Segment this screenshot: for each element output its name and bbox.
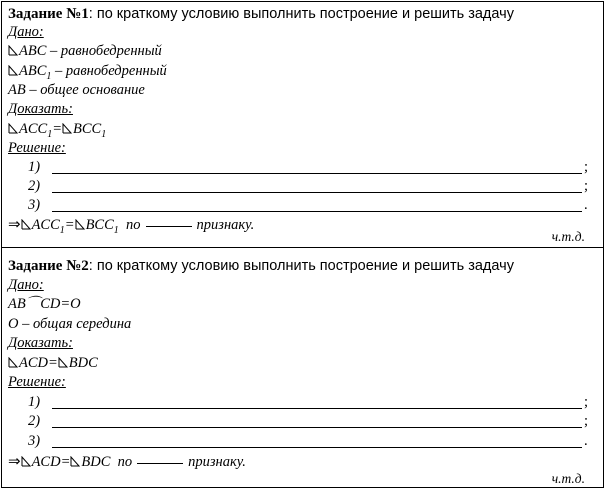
task-2-title-number: Задание №2	[8, 258, 89, 274]
task-1-title	[8, 5, 514, 23]
task-2-step-1-end: ;	[584, 394, 589, 410]
task-1-title-number: Задание №1	[8, 6, 89, 22]
conclusion-a: ACC	[31, 217, 60, 233]
conclusion-tail: признаку.	[188, 454, 246, 470]
task-1-step-2-end: ;	[584, 178, 589, 194]
task-2-step-3-blank[interactable]	[52, 447, 582, 448]
task-2-step-3-end: .	[584, 433, 588, 449]
triangle-icon	[70, 456, 80, 467]
conclusion-b: BCC	[85, 217, 114, 233]
task-1-section	[2, 2, 603, 248]
conclusion-b: BDC	[81, 454, 111, 470]
task-2-prove-statement	[8, 354, 98, 372]
triangle-icon	[21, 219, 31, 230]
task-1-step-1-end: ;	[584, 159, 589, 175]
task-1-qed: ч.т.д.	[551, 229, 585, 244]
prove-b: BCC	[73, 121, 102, 137]
task-2-step-2-number: 2)	[28, 413, 41, 429]
task-2-step-1-number: 1)	[28, 394, 41, 410]
task-1-step-1-blank[interactable]	[52, 173, 582, 174]
task-1-given-label: Дано:	[8, 24, 44, 40]
task-1-title-text: : по краткому условию выполнить построение и решить задачу	[88, 6, 514, 22]
triangle-icon	[75, 219, 85, 230]
conclusion-eq: =	[64, 217, 75, 233]
task-1-step-3-blank[interactable]	[52, 211, 582, 212]
task-1-conclusion	[8, 216, 254, 240]
task-2-solution-label: Решение:	[8, 374, 66, 390]
triangle-icon	[8, 123, 18, 134]
task-2-step-3-number: 3)	[28, 433, 41, 449]
triangle-icon	[62, 123, 72, 134]
prove-b: BDC	[68, 355, 98, 371]
task-2-conclusion	[8, 453, 246, 471]
conclusion-by: по	[117, 454, 133, 470]
task-2-given-label: Дано:	[8, 277, 44, 293]
task-1-step-2-number: 2)	[28, 178, 41, 194]
given-text-rest: – равнобедренный	[51, 63, 167, 79]
implies-icon: ⇒	[8, 217, 21, 233]
implies-icon: ⇒	[8, 454, 21, 470]
task-2-title	[8, 257, 514, 275]
worksheet	[1, 1, 604, 488]
task-1-step-3-number: 3)	[28, 197, 41, 213]
given-text: ABC – равнобедренный	[19, 43, 162, 59]
task-1-step-3-end: .	[584, 197, 588, 213]
prove-a: ACC	[19, 121, 48, 137]
prove-b-sub: 1	[101, 128, 107, 140]
prove-eq: =	[48, 355, 58, 371]
task-2-title-text: : по краткому условию выполнить построение и решить задачу	[88, 258, 514, 274]
conclusion-eq: =	[60, 454, 71, 470]
task-2-given-1: AB⌒CD=O	[8, 296, 81, 312]
task-1-prove-label: Доказать:	[8, 101, 73, 117]
triangle-icon	[8, 45, 18, 56]
conclusion-blank[interactable]	[137, 463, 183, 464]
prove-eq: =	[52, 121, 62, 137]
conclusion-tail: признаку.	[196, 217, 255, 233]
task-1-given-1	[8, 42, 162, 60]
conclusion-b-sub: 1	[113, 224, 119, 236]
conclusion-blank[interactable]	[146, 226, 192, 227]
triangle-icon	[58, 357, 68, 368]
prove-a-sub: 1	[47, 128, 53, 140]
task-2-step-2-blank[interactable]	[52, 427, 582, 428]
conclusion-a: ACD	[31, 454, 61, 470]
task-1-step-2-blank[interactable]	[52, 192, 582, 193]
task-1-step-1-number: 1)	[28, 159, 41, 175]
triangle-icon	[21, 456, 31, 467]
task-2-prove-label: Доказать:	[8, 335, 73, 351]
given-subscript: 1	[46, 70, 52, 82]
given-text: ABC	[19, 63, 47, 79]
task-2-step-1-blank[interactable]	[52, 408, 582, 409]
conclusion-a-sub: 1	[59, 224, 65, 236]
task-2-section	[2, 248, 603, 488]
conclusion-by: по	[126, 217, 141, 233]
task-1-given-3: AB – общее основание	[8, 82, 145, 98]
task-2-qed: ч.т.д.	[551, 471, 585, 486]
triangle-icon	[8, 65, 18, 76]
task-2-given-2: O – общая середина	[8, 316, 132, 332]
task-1-solution-label: Решение:	[8, 140, 66, 156]
triangle-icon	[8, 357, 18, 368]
prove-a: ACD	[19, 355, 48, 371]
task-2-step-2-end: ;	[584, 413, 589, 429]
